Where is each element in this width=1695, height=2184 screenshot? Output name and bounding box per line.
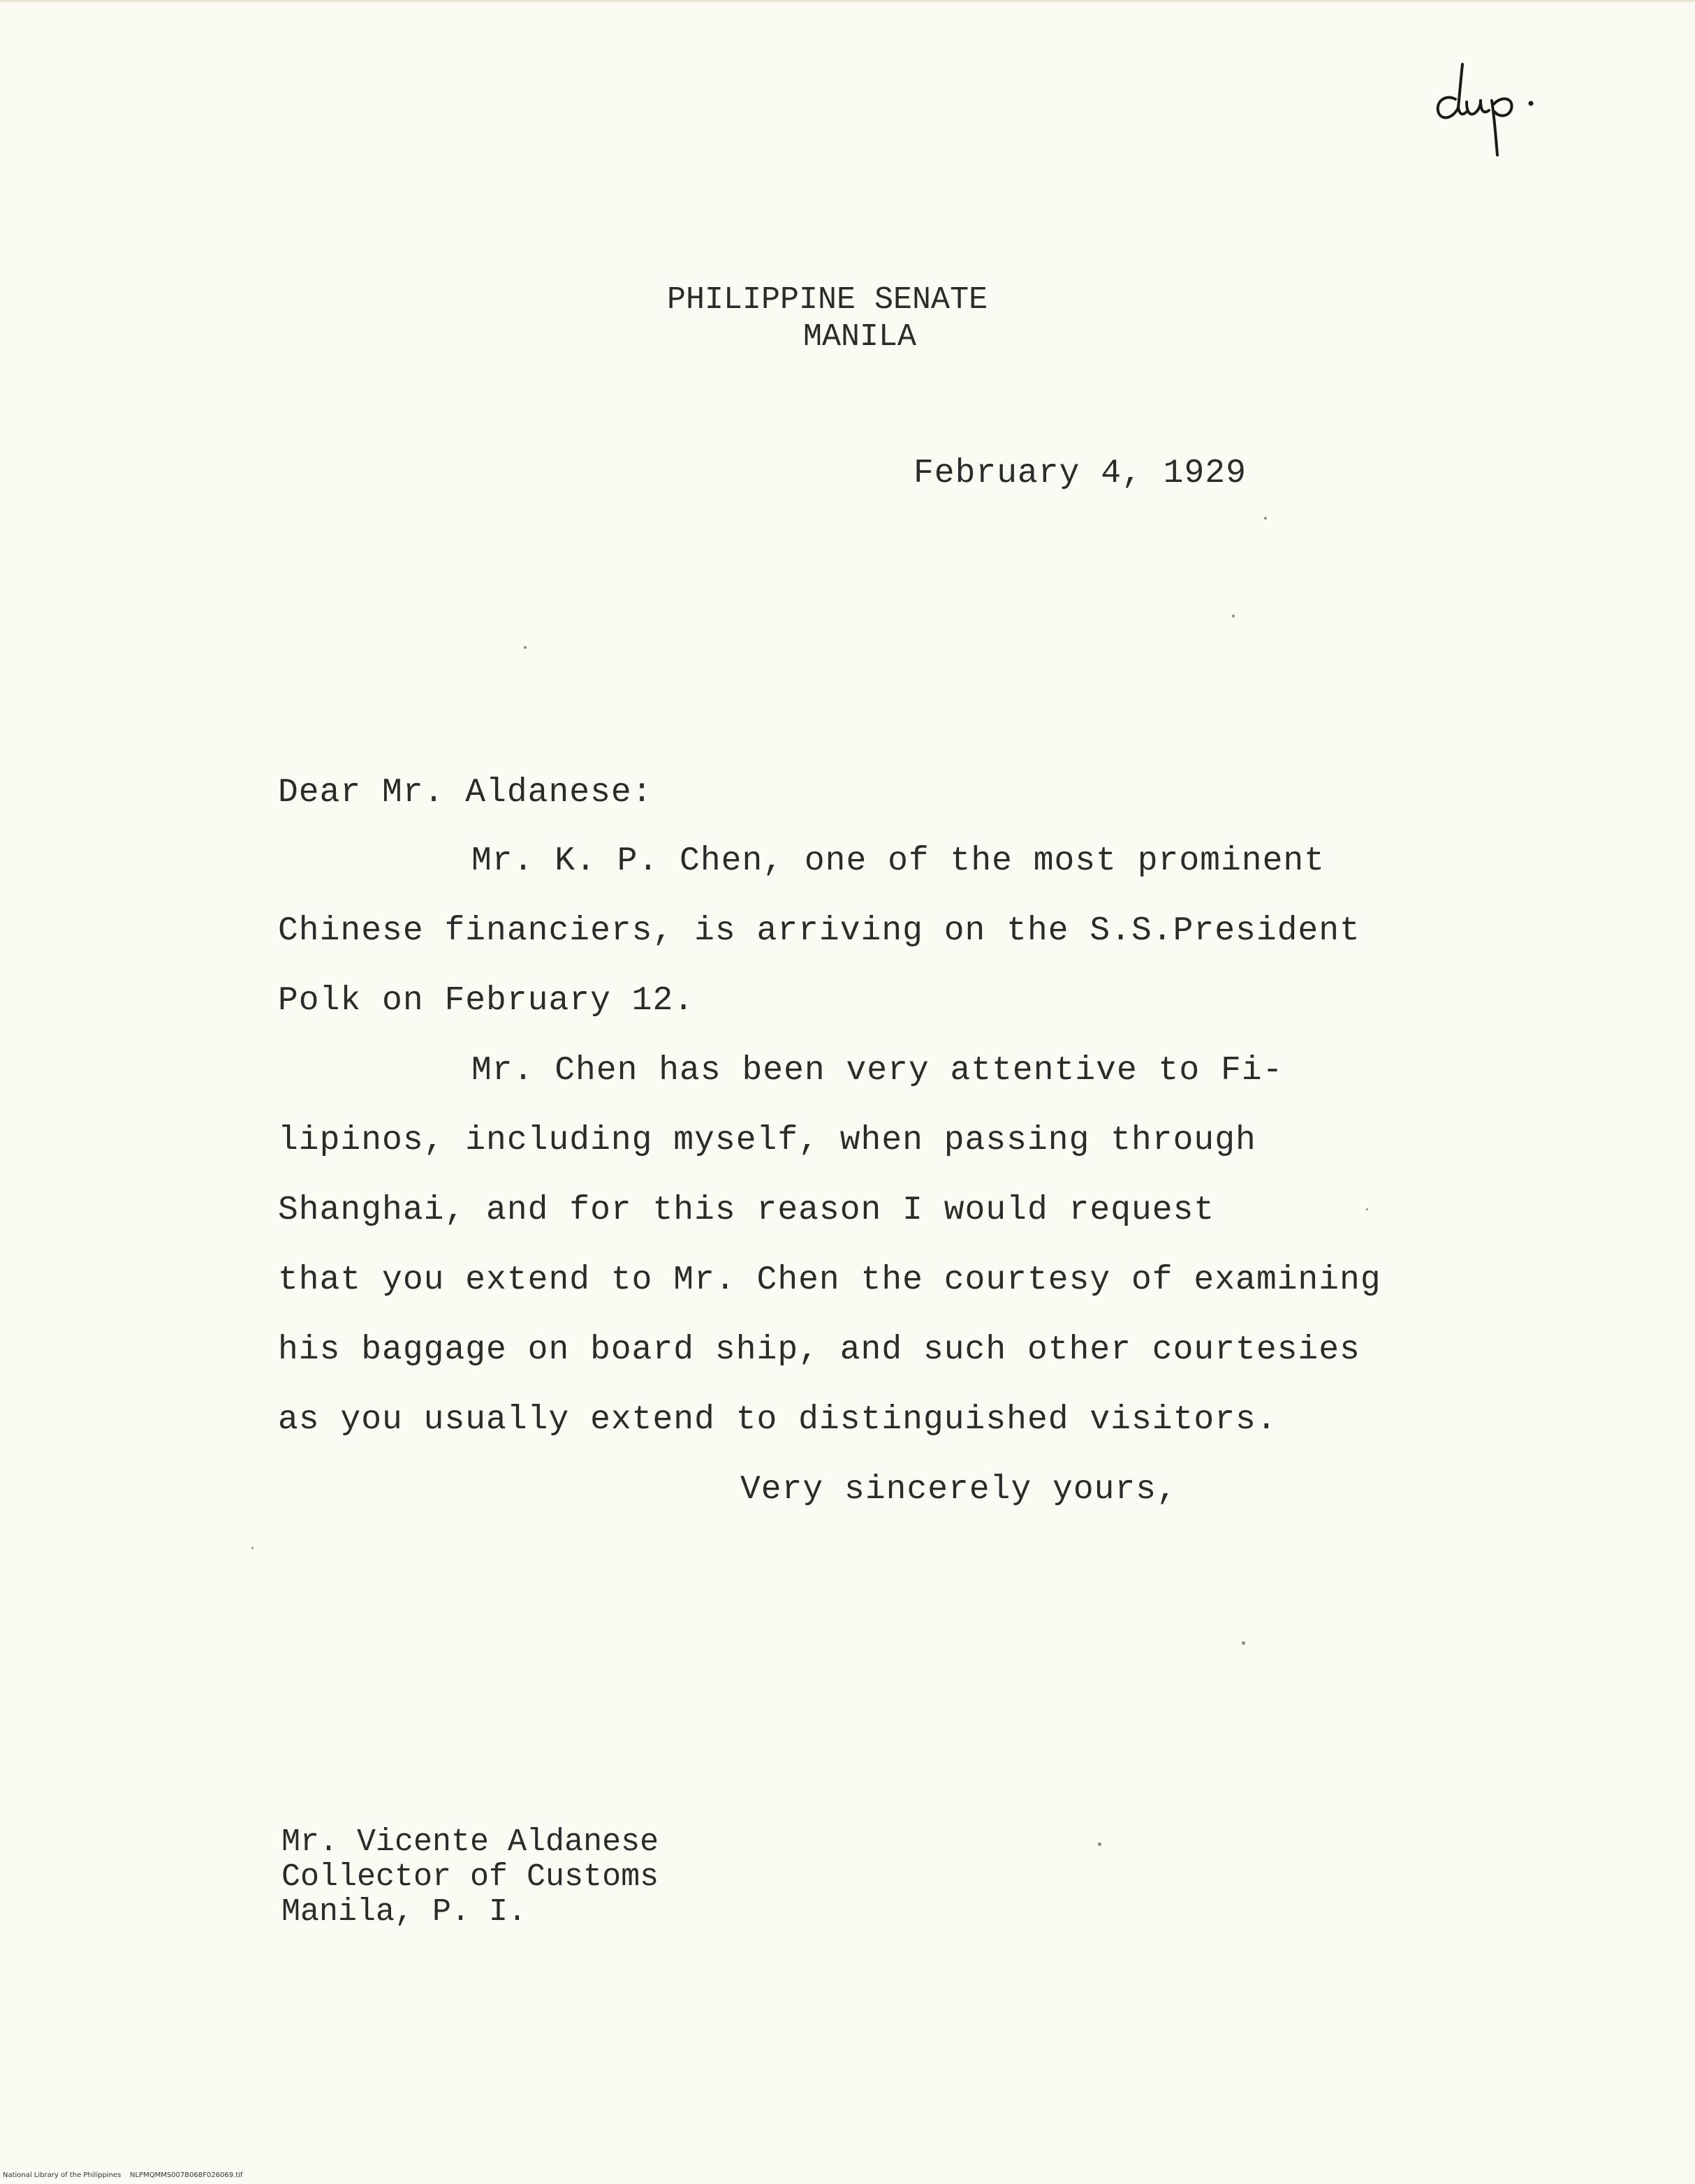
recipient-title: Collector of Customs	[281, 1859, 659, 1895]
handwritten-annotation	[1425, 49, 1564, 164]
salutation: Dear Mr. Aldanese:	[278, 774, 653, 812]
letterhead-org: PHILIPPINE SENATE	[667, 282, 988, 318]
body-line-1: Mr. K. P. Chen, one of the most prominent	[471, 842, 1325, 880]
body-line-3: Polk on February 12.	[278, 982, 695, 1020]
paper-speck	[524, 646, 527, 649]
archive-footer: National Library of the Philippines NLPMQMMS007B068F026069.tif	[3, 2171, 243, 2179]
recipient-name: Mr. Vicente Aldanese	[281, 1824, 659, 1860]
recipient-address: Manila, P. I.	[281, 1894, 527, 1930]
paper-speck	[1242, 1641, 1245, 1645]
body-line-7: that you extend to Mr. Chen the courtesy of examining	[278, 1261, 1381, 1299]
body-line-2: Chinese financiers, is arriving on the S.S.President	[278, 912, 1360, 950]
letterhead-city: MANILA	[803, 319, 917, 355]
body-line-5: lipinos, including myself, when passing through	[278, 1122, 1256, 1159]
body-line-4: Mr. Chen has been very attentive to Fi-	[471, 1052, 1284, 1090]
paper-speck	[1264, 517, 1267, 520]
letter-date: February 4, 1929	[913, 455, 1247, 492]
body-line-9: as you usually extend to distinguished visitors.	[278, 1401, 1277, 1439]
paper-speck	[251, 1547, 254, 1549]
body-line-6: Shanghai, and for this reason I would request	[278, 1192, 1215, 1229]
paper-speck	[1366, 1208, 1368, 1210]
paper-speck	[1232, 615, 1235, 617]
body-line-8: his baggage on board ship, and such other courtesies	[278, 1331, 1360, 1369]
closing: Very sincerely yours,	[740, 1471, 1177, 1509]
page-edge	[0, 0, 1695, 2]
paper-speck	[1098, 1842, 1101, 1846]
